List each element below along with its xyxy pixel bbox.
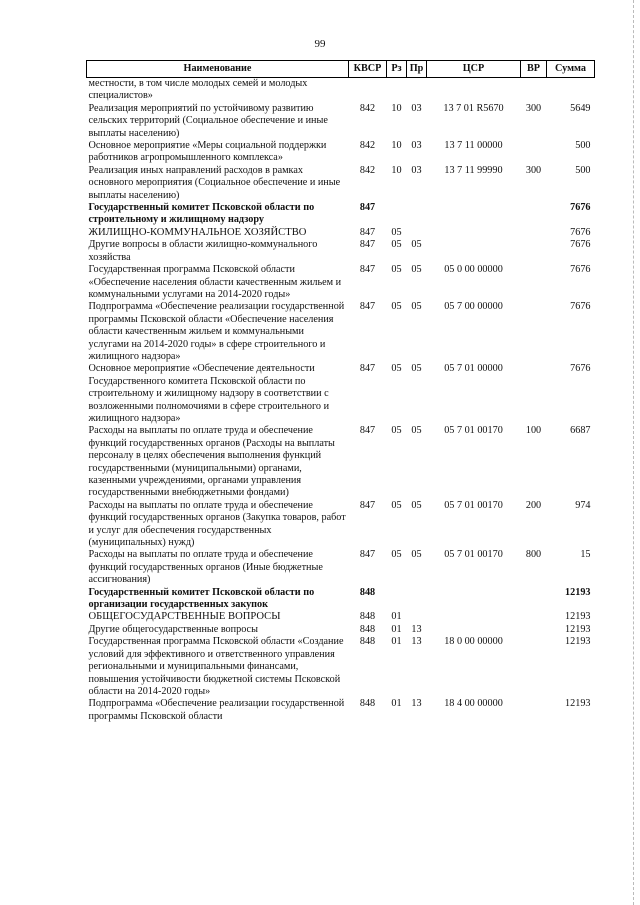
cell-name: Расходы на выплаты по оплате труда и обеспечение функций государственных органов (Иные бюджетные ассигнования) xyxy=(88,549,323,586)
cell-kvsr: 847 xyxy=(359,301,376,313)
cell-vr xyxy=(521,624,547,636)
header-pr: Пр xyxy=(407,61,427,78)
cell-vr xyxy=(521,363,547,425)
cell-pr: 03 xyxy=(411,164,422,176)
cell-rz: 01 xyxy=(391,611,402,623)
cell-name: Подпрограмма «Обеспечение реализации государственной программы Псковской области «Обеспечение населения области качественным жильем и коммунальными услугами на 2014-2020 годы» в сфере строительного и жилищного надзора» xyxy=(88,301,345,362)
cell-name: Основное мероприятие «Меры социальной поддержки работников агропромышленного комплекса» xyxy=(88,140,327,164)
cell-csr xyxy=(427,239,521,264)
table-row xyxy=(87,103,595,140)
cell-vr xyxy=(521,698,547,723)
cell-csr: 05 7 01 00170 xyxy=(444,499,503,511)
cell-name: Государственный комитет Псковской области по строительному и жилищному надзору xyxy=(88,202,315,226)
cell-name: Государственный комитет Псковской области по организации государственных закупок xyxy=(88,586,315,611)
cell-kvsr: 848 xyxy=(359,636,376,648)
cell-csr: 05 7 01 00170 xyxy=(444,425,503,437)
cell-rz: 01 xyxy=(391,636,402,648)
cell-sum: 12193 xyxy=(565,611,591,623)
cell-pr: 05 xyxy=(411,301,422,313)
cell-rz xyxy=(387,587,407,612)
cell-sum: 7676 xyxy=(570,239,591,251)
cell-csr: 18 4 00 00000 xyxy=(444,698,503,710)
cell-vr xyxy=(521,587,547,612)
cell-pr: 05 xyxy=(411,239,422,251)
table-row xyxy=(87,165,595,202)
cell-rz: 10 xyxy=(391,140,402,152)
table-row xyxy=(87,698,595,723)
header-name: Наименование xyxy=(87,61,349,78)
cell-name: Расходы на выплаты по оплате труда и обеспечение функций государственных органов (Закупка товаров, работ и услуг для обеспечения государственных (муниципальных) нужд) xyxy=(88,499,346,549)
cell-kvsr: 847 xyxy=(359,425,376,437)
header-sum: Сумма xyxy=(547,61,595,78)
cell-vr xyxy=(521,202,547,227)
cell-pr xyxy=(407,78,427,103)
cell-kvsr: 847 xyxy=(359,202,376,214)
cell-vr xyxy=(521,636,547,698)
table-row xyxy=(87,587,595,612)
budget-table xyxy=(86,60,595,723)
cell-name: Основное мероприятие «Обеспечение деятельности Государственного комитета Псковской области по строительному и жилищному надзору в соответствии с возложенными полномочиями в сфере строительного и жилищного надзора» xyxy=(88,363,330,424)
cell-sum: 15 xyxy=(580,549,591,561)
cell-pr: 05 xyxy=(411,549,422,561)
header-csr: ЦСР xyxy=(427,61,521,78)
page-number: 99 xyxy=(314,38,326,50)
cell-csr xyxy=(427,624,521,636)
table-row xyxy=(87,425,595,499)
cell-kvsr: 847 xyxy=(359,226,376,238)
cell-rz: 05 xyxy=(391,264,402,276)
table-row xyxy=(87,500,595,550)
cell-name: Расходы на выплаты по оплате труда и обеспечение функций государственных органов (Расходы на выплаты персоналу в целях обеспечения выполнения функций государственными (муниципальными) органами, казенными учреждениями, органами управления государственными внебюджетными фондами) xyxy=(88,425,335,499)
cell-rz: 01 xyxy=(391,698,402,710)
cell-kvsr: 848 xyxy=(359,611,376,623)
table-row xyxy=(87,549,595,586)
table-row xyxy=(87,264,595,301)
cell-csr: 05 7 00 00000 xyxy=(444,301,503,313)
cell-rz xyxy=(387,202,407,227)
cell-csr: 13 7 11 99990 xyxy=(444,164,503,176)
header-kvsr: КВСР xyxy=(349,61,387,78)
table-header-row xyxy=(87,61,595,78)
cell-vr xyxy=(521,264,547,301)
cell-vr xyxy=(521,78,547,103)
cell-csr xyxy=(427,202,521,227)
cell-pr xyxy=(407,202,427,227)
cell-rz: 05 xyxy=(391,301,402,313)
cell-name: Государственная программа Псковской области «Обеспечение населения области качественным жильем и коммунальными услугами на 2014-2020 годы» xyxy=(88,264,342,300)
cell-kvsr: 847 xyxy=(359,499,376,511)
cell-vr: 300 xyxy=(525,102,542,114)
cell-rz: 10 xyxy=(391,164,402,176)
cell-kvsr: 848 xyxy=(359,623,376,635)
cell-vr xyxy=(521,227,547,239)
table-row xyxy=(87,239,595,264)
cell-sum: 7676 xyxy=(570,226,591,238)
cell-pr: 13 xyxy=(411,623,422,635)
cell-rz: 05 xyxy=(391,499,402,511)
cell-csr: 13 7 01 R5670 xyxy=(443,102,504,114)
cell-csr: 18 0 00 00000 xyxy=(444,636,503,648)
cell-name: Реализация иных направлений расходов в рамках основного мероприятия (Социальное обеспечение и иные выплаты населению) xyxy=(88,164,341,201)
table-row xyxy=(87,636,595,698)
cell-csr: 05 7 01 00170 xyxy=(444,549,503,561)
cell-vr xyxy=(521,301,547,363)
cell-name: ЖИЛИЩНО-КОММУНАЛЬНОЕ ХОЗЯЙСТВО xyxy=(88,226,307,238)
table-row xyxy=(87,227,595,239)
table-row xyxy=(87,140,595,165)
cell-rz: 01 xyxy=(391,623,402,635)
cell-name: Реализация мероприятий по устойчивому развитию сельских территорий (Социальное обеспечение и иные выплаты населению) xyxy=(88,102,328,139)
cell-name: Другие вопросы в области жилищно-коммунального хозяйства xyxy=(88,239,318,263)
cell-name: Подпрограмма «Обеспечение реализации государственной программы Псковской области xyxy=(88,698,345,722)
cell-vr: 800 xyxy=(525,549,542,561)
cell-sum: 5649 xyxy=(570,102,591,114)
table-body xyxy=(87,78,595,724)
cell-sum: 12193 xyxy=(565,636,591,648)
cell-rz: 05 xyxy=(391,239,402,251)
cell-sum: 12193 xyxy=(565,623,591,635)
table-row xyxy=(87,624,595,636)
cell-csr: 05 7 01 00000 xyxy=(444,363,503,375)
cell-kvsr: 847 xyxy=(359,549,376,561)
cell-csr xyxy=(427,611,521,623)
cell-vr: 300 xyxy=(525,164,542,176)
cell-sum: 7676 xyxy=(570,301,591,313)
header-vr: ВР xyxy=(521,61,547,78)
cell-vr xyxy=(521,611,547,623)
cell-pr: 05 xyxy=(411,425,422,437)
cell-vr: 200 xyxy=(525,499,542,511)
cell-kvsr: 847 xyxy=(359,363,376,375)
cell-name: местности, в том числе молодых семей и молодых специалистов» xyxy=(88,78,308,102)
cell-rz: 05 xyxy=(391,425,402,437)
cell-rz: 05 xyxy=(391,549,402,561)
cell-vr: 100 xyxy=(525,425,542,437)
cell-pr: 03 xyxy=(411,140,422,152)
cell-pr: 05 xyxy=(411,363,422,375)
table-row xyxy=(87,78,595,103)
cell-csr xyxy=(427,587,521,612)
cell-pr: 13 xyxy=(411,636,422,648)
cell-vr xyxy=(521,239,547,264)
cell-rz: 05 xyxy=(391,226,402,238)
cell-sum: 7676 xyxy=(570,264,591,276)
cell-kvsr: 842 xyxy=(359,164,376,176)
table-row xyxy=(87,363,595,425)
cell-csr xyxy=(427,227,521,239)
cell-rz: 10 xyxy=(391,102,402,114)
cell-name: ОБЩЕГОСУДАРСТВЕННЫЕ ВОПРОСЫ xyxy=(88,611,281,623)
cell-name: Другие общегосударственные вопросы xyxy=(88,623,258,635)
cell-sum: 12193 xyxy=(565,698,591,710)
cell-csr: 05 0 00 00000 xyxy=(444,264,503,276)
cell-kvsr: 847 xyxy=(359,239,376,251)
cell-sum: 7676 xyxy=(570,202,591,214)
cell-kvsr: 842 xyxy=(359,140,376,152)
cell-pr: 13 xyxy=(411,698,422,710)
cell-pr xyxy=(407,611,427,623)
cell-sum: 500 xyxy=(575,140,591,152)
header-rz: Рз xyxy=(387,61,407,78)
cell-pr: 03 xyxy=(411,102,422,114)
cell-kvsr: 847 xyxy=(359,264,376,276)
cell-pr: 05 xyxy=(411,264,422,276)
cell-kvsr: 848 xyxy=(359,698,376,710)
table-row xyxy=(87,202,595,227)
cell-sum: 6687 xyxy=(570,425,591,437)
cell-name: Государственная программа Псковской области «Создание условий для эффективного и ответственного управления региональными и муниципальными финансами, повышения устойчивости бюджетной системы Псковской области на 2014-2020 годы» xyxy=(88,636,344,697)
cell-sum: 12193 xyxy=(565,586,591,598)
cell-rz: 05 xyxy=(391,363,402,375)
cell-pr xyxy=(407,227,427,239)
cell-csr: 13 7 11 00000 xyxy=(444,140,503,152)
table-row xyxy=(87,301,595,363)
cell-kvsr: 848 xyxy=(359,586,376,598)
cell-kvsr: 842 xyxy=(359,102,376,114)
cell-csr xyxy=(427,78,521,103)
cell-sum: 974 xyxy=(575,499,591,511)
cell-pr: 05 xyxy=(411,499,422,511)
cell-vr xyxy=(521,140,547,165)
cell-sum xyxy=(547,78,595,103)
cell-kvsr xyxy=(349,78,387,103)
table-row xyxy=(87,611,595,623)
cell-sum: 500 xyxy=(575,164,591,176)
cell-sum: 7676 xyxy=(570,363,591,375)
cell-pr xyxy=(407,587,427,612)
cell-rz xyxy=(387,78,407,103)
page-edge xyxy=(632,0,634,905)
